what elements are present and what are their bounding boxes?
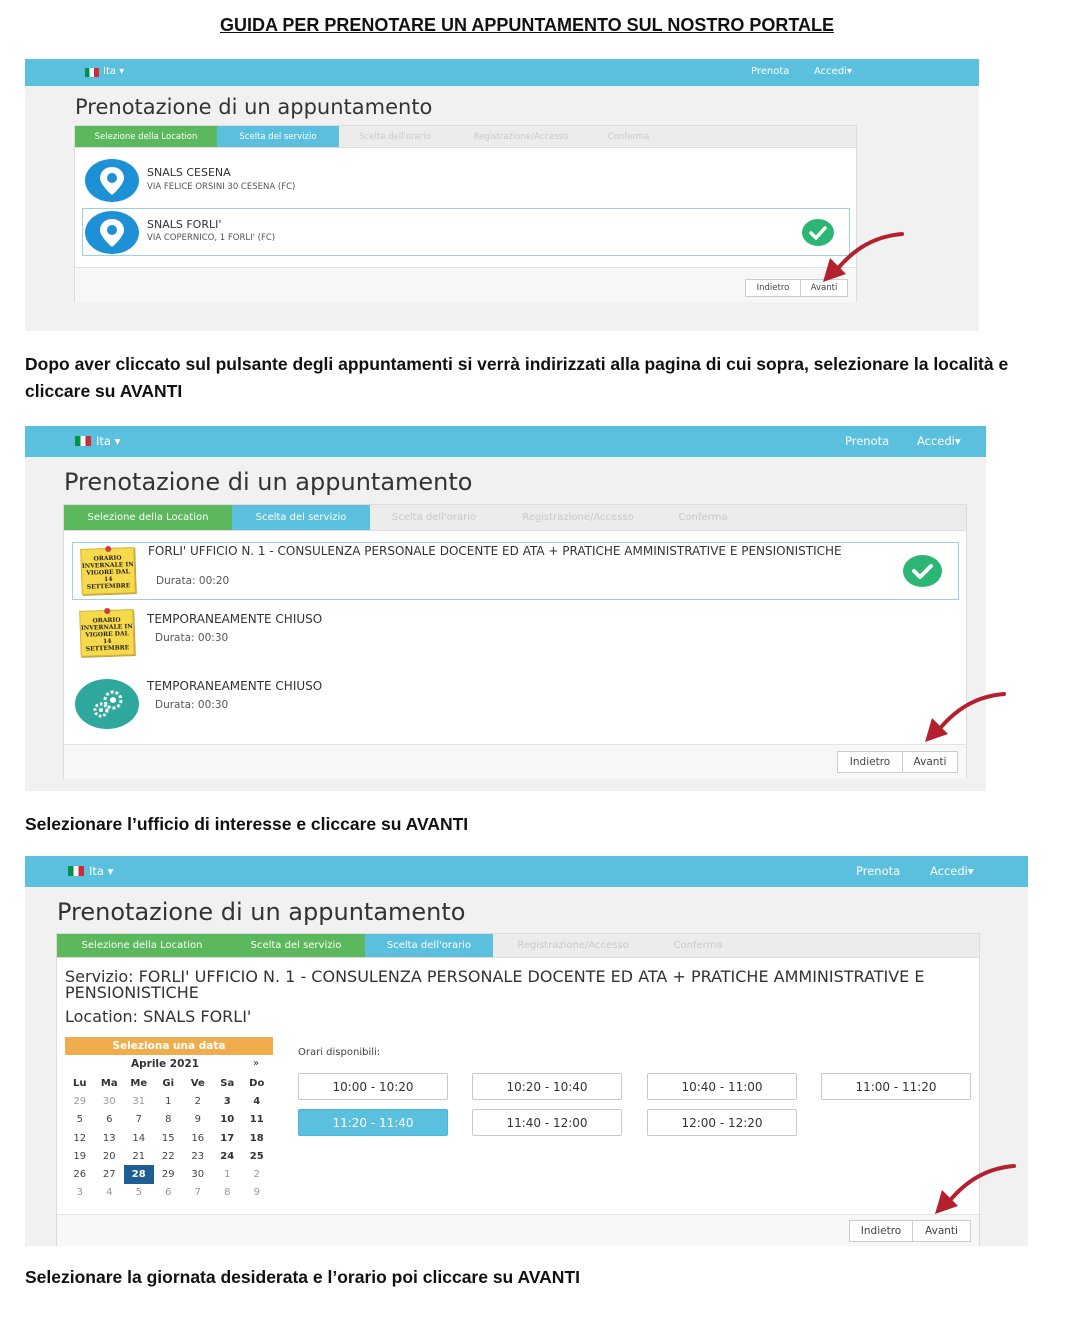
calendar-header: Seleziona una data — [65, 1037, 273, 1055]
step-service: Scelta del servizio — [227, 934, 365, 957]
back-button[interactable]: Indietro — [745, 279, 801, 297]
calendar-weekday: Do — [249, 1077, 265, 1089]
selected-location-summary: Location: SNALS FORLI' — [65, 1007, 252, 1026]
calendar-day[interactable]: 13 — [102, 1132, 116, 1144]
gears-icon — [75, 679, 139, 729]
panel-footer — [57, 1214, 979, 1246]
step-service: Scelta del servizio — [217, 126, 339, 147]
italy-flag-icon — [75, 436, 91, 446]
booking-panel — [56, 933, 980, 1246]
red-arrow-icon — [920, 688, 1010, 746]
service-item-selected[interactable] — [72, 542, 959, 600]
navbar — [25, 426, 986, 457]
nav-accedi-dropdown[interactable]: Accedi▾ — [930, 864, 974, 878]
red-arrow-icon — [818, 228, 908, 286]
page-title: Prenotazione di un appuntamento — [75, 95, 433, 119]
calendar-day[interactable]: 30 — [102, 1095, 116, 1107]
time-slot-button[interactable]: 11:00 - 11:20 — [821, 1073, 971, 1100]
calendar-day[interactable]: 1 — [224, 1169, 231, 1181]
service-duration: Durata: 00:30 — [155, 632, 229, 644]
caption-step-3: Selezionare la giornata desiderata e l’orario poi cliccare su AVANTI — [25, 1267, 581, 1287]
time-slot-button[interactable]: 12:00 - 12:20 — [647, 1109, 797, 1136]
back-button[interactable]: Indietro — [837, 751, 903, 773]
nav-buttons — [837, 751, 958, 773]
wizard-steps — [57, 934, 979, 958]
nav-prenota-link[interactable]: Prenota — [751, 66, 790, 77]
language-selector[interactable]: Ita ▾ — [96, 434, 121, 448]
calendar-day[interactable]: 19 — [73, 1150, 87, 1162]
step-registration: Registrazione/Accesso — [522, 512, 634, 523]
calendar-day[interactable]: 9 — [253, 1187, 260, 1199]
service-name: TEMPORANEAMENTE CHIUSO — [147, 612, 323, 626]
next-button[interactable]: Avanti — [913, 1220, 971, 1242]
calendar-day[interactable]: 8 — [224, 1187, 231, 1199]
nav-accedi-dropdown[interactable]: Accedi▾ — [814, 66, 852, 77]
calendar-day[interactable]: 16 — [191, 1132, 205, 1144]
location-address: VIA FELICE ORSINI 30 CESENA (FC) — [147, 182, 296, 192]
calendar-weekday: Sa — [220, 1077, 235, 1089]
nav-prenota-link[interactable]: Prenota — [845, 434, 890, 448]
booking-panel — [74, 125, 857, 302]
calendar-day[interactable]: 5 — [76, 1114, 83, 1126]
step-time: Scelta dell'orario — [359, 131, 431, 142]
document-title: GUIDA PER PRENOTARE UN APPUNTAMENTO SUL NOSTRO PORTALE — [219, 15, 835, 35]
location-name: SNALS CESENA — [147, 166, 231, 179]
calendar-day[interactable]: 4 — [253, 1095, 261, 1107]
calendar-day[interactable]: 14 — [132, 1132, 146, 1144]
step-time: Scelta dell'orario — [391, 512, 477, 523]
step-location: Selezione della Location — [57, 934, 227, 957]
booking-panel — [63, 504, 967, 779]
check-icon — [903, 555, 942, 587]
page-title: Prenotazione di un appuntamento — [57, 898, 466, 926]
calendar-day[interactable]: 10 — [220, 1114, 235, 1126]
calendar-day[interactable]: 6 — [165, 1187, 172, 1199]
calendar-day[interactable]: 21 — [132, 1150, 146, 1162]
step-time: Scelta dell'orario — [365, 934, 493, 957]
map-pin-icon — [85, 159, 139, 202]
step-location: Selezione della Location — [75, 126, 217, 147]
step-registration: Registrazione/Accesso — [473, 131, 569, 142]
calendar-day[interactable]: 27 — [102, 1169, 116, 1181]
calendar-day[interactable]: 4 — [106, 1187, 113, 1199]
red-arrow-icon — [930, 1160, 1020, 1218]
wizard-steps — [64, 505, 966, 531]
screenshot-time — [25, 856, 1028, 1246]
calendar-day[interactable]: 3 — [223, 1095, 231, 1107]
calendar-weekday: Ma — [100, 1077, 118, 1089]
step-location: Selezione della Location — [64, 505, 232, 530]
calendar-day[interactable]: 2 — [194, 1095, 201, 1107]
calendar-day[interactable]: 5 — [135, 1187, 142, 1199]
calendar-next-button[interactable]: » — [253, 1058, 260, 1069]
language-selector[interactable]: Ita ▾ — [103, 66, 125, 77]
time-slot-button[interactable]: 11:20 - 11:40 — [298, 1109, 448, 1136]
step-service: Scelta del servizio — [232, 505, 370, 530]
calendar-day[interactable]: 3 — [76, 1187, 83, 1199]
step-confirm: Conferma — [673, 940, 723, 951]
screenshot-service — [25, 426, 986, 791]
service-duration: Durata: 00:30 — [155, 699, 229, 711]
calendar-weekday: Lu — [73, 1077, 87, 1089]
calendar-day[interactable]: 6 — [106, 1114, 113, 1126]
map-pin-icon — [85, 211, 139, 254]
service-name: FORLI' UFFICIO N. 1 - CONSULENZA PERSONALE DOCENTE ED ATA + PRATICHE AMMINISTRATIVE E PENSIONISTICHE — [148, 544, 842, 558]
calendar-day[interactable]: 31 — [132, 1095, 146, 1107]
calendar-day[interactable]: 25 — [249, 1150, 264, 1162]
navbar — [25, 856, 1028, 887]
calendar-month-label: Aprile 2021 — [131, 1058, 200, 1070]
calendar-day[interactable]: 29 — [161, 1169, 175, 1181]
calendar-day[interactable]: 7 — [194, 1187, 201, 1199]
calendar-day[interactable]: 22 — [161, 1150, 175, 1162]
calendar-day[interactable]: 23 — [191, 1150, 205, 1162]
calendar-day[interactable]: 9 — [194, 1114, 201, 1126]
location-item-cesena[interactable] — [83, 152, 849, 208]
nav-buttons — [849, 1220, 971, 1242]
step-registration: Registrazione/Accesso — [517, 940, 629, 951]
screenshot-location — [25, 59, 979, 331]
calendar-day[interactable]: 18 — [249, 1132, 264, 1144]
navbar — [25, 59, 979, 86]
calendar-day[interactable]: 26 — [73, 1169, 87, 1181]
available-times-label: Orari disponibili: — [298, 1047, 381, 1058]
step-confirm: Conferma — [607, 131, 650, 142]
calendar-day[interactable]: 24 — [220, 1150, 235, 1162]
calendar-day[interactable]: 8 — [165, 1114, 172, 1126]
panel-footer — [64, 744, 966, 779]
step-confirm: Conferma — [678, 512, 728, 523]
calendar-weekday: Gi — [162, 1077, 175, 1089]
calendar-day[interactable]: 30 — [191, 1169, 205, 1181]
service-item-closed[interactable] — [72, 605, 959, 667]
schedule-note-image: ORARIO INVERNALE IN VIGORE DAL 14 SETTEMBRE — [79, 609, 135, 657]
calendar-day[interactable]: 12 — [73, 1132, 87, 1144]
calendar-day[interactable]: 29 — [73, 1095, 87, 1107]
service-duration: Durata: 00:20 — [156, 575, 230, 587]
calendar-day[interactable]: 1 — [165, 1095, 172, 1107]
location-item-forli[interactable] — [82, 208, 850, 256]
calendar-grid — [65, 1074, 272, 1202]
calendar-day[interactable]: 7 — [135, 1114, 142, 1126]
calendar-day[interactable]: 17 — [220, 1132, 235, 1144]
time-slot-button[interactable]: 11:40 - 12:00 — [472, 1109, 622, 1136]
page-title: Prenotazione di un appuntamento — [64, 468, 473, 496]
wizard-steps — [75, 126, 856, 148]
panel-footer — [75, 267, 856, 302]
nav-prenota-link[interactable]: Prenota — [856, 864, 901, 878]
selected-service-summary: Servizio: FORLI' UFFICIO N. 1 - CONSULENZA PERSONALE DOCENTE ED ATA + PRATICHE AMMINISTRATIVE E PENSIONISTICHE — [65, 967, 925, 1002]
time-slot-button[interactable]: 10:40 - 11:00 — [647, 1073, 797, 1100]
calendar-day[interactable]: 20 — [102, 1150, 116, 1162]
location-name: SNALS FORLI' — [147, 218, 222, 231]
time-slot-button[interactable]: 10:00 - 10:20 — [298, 1073, 448, 1100]
calendar-day[interactable]: 2 — [253, 1169, 260, 1181]
time-slot-button[interactable]: 10:20 - 10:40 — [472, 1073, 622, 1100]
nav-accedi-dropdown[interactable]: Accedi▾ — [917, 434, 961, 448]
location-address: VIA COPERNICO, 1 FORLI' (FC) — [147, 233, 276, 243]
service-name: TEMPORANEAMENTE CHIUSO — [147, 679, 323, 693]
calendar-day[interactable]: 28 — [124, 1165, 154, 1183]
caption-step-2: Selezionare l’ufficio di interesse e cliccare su AVANTI — [25, 814, 469, 834]
calendar-day[interactable]: 11 — [249, 1114, 264, 1126]
schedule-note-image: ORARIO INVERNALE IN VIGORE DAL 14 SETTEMBRE — [80, 547, 136, 595]
italy-flag-icon — [85, 68, 99, 77]
next-button[interactable]: Avanti — [801, 279, 848, 297]
italy-flag-icon — [68, 866, 84, 876]
language-selector[interactable]: Ita ▾ — [89, 864, 114, 878]
back-button[interactable]: Indietro — [849, 1220, 913, 1242]
service-item-closed[interactable] — [72, 672, 959, 734]
calendar-day[interactable]: 15 — [161, 1132, 175, 1144]
caption-step-1: Dopo aver cliccato sul pulsante degli appuntamenti si verrà indirizzati alla pagina di cui sopra, selezionare la località e cliccare su AVANTI — [25, 354, 1009, 401]
next-button[interactable]: Avanti — [903, 751, 958, 773]
calendar-weekday: Me — [130, 1077, 148, 1089]
calendar-weekday: Ve — [190, 1077, 205, 1089]
